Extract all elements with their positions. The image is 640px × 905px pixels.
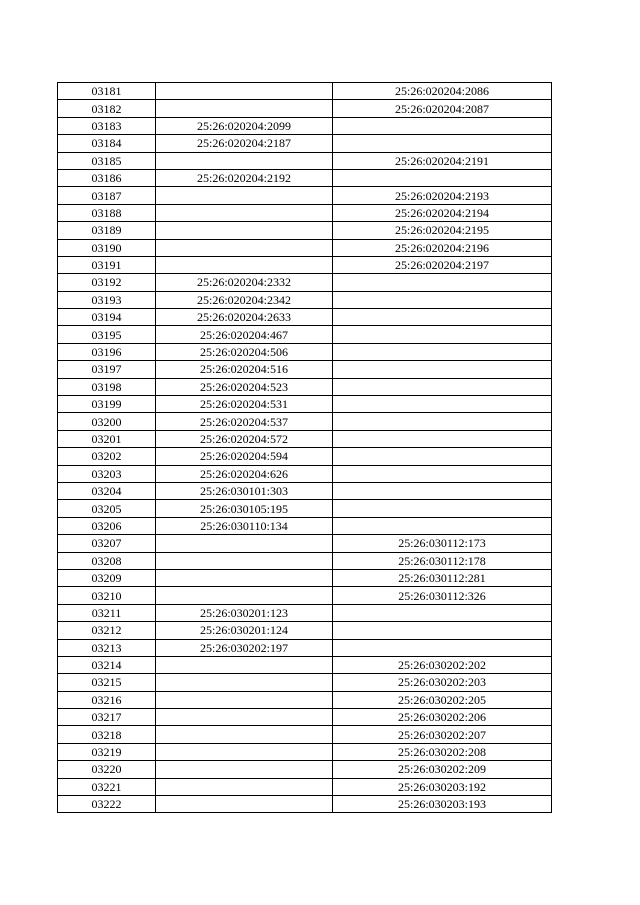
row-number-cell: 03191 [58, 256, 156, 273]
row-number-cell: 03215 [58, 674, 156, 691]
table-row [58, 378, 552, 395]
cadastral-table [57, 82, 552, 813]
table-row [58, 100, 552, 117]
table-row [58, 726, 552, 743]
cadastral-number-cell-a: 25:26:020204:2342 [156, 291, 333, 308]
cadastral-number-cell-b: 25:26:020204:2193 [333, 187, 552, 204]
cadastral-number-cell-a [156, 187, 333, 204]
table-row [58, 291, 552, 308]
row-number-cell: 03218 [58, 726, 156, 743]
table-row [58, 430, 552, 447]
row-number-cell: 03204 [58, 482, 156, 499]
table-row [58, 187, 552, 204]
cadastral-number-cell-a [156, 674, 333, 691]
cadastral-number-cell-a [156, 691, 333, 708]
cadastral-number-cell-a: 25:26:020204:2332 [156, 274, 333, 291]
table-row [58, 500, 552, 517]
row-number-cell: 03213 [58, 639, 156, 656]
cadastral-number-cell-b [333, 482, 552, 499]
cadastral-number-cell-b [333, 291, 552, 308]
cadastral-number-cell-a [156, 152, 333, 169]
cadastral-number-cell-b: 25:26:020204:2194 [333, 204, 552, 221]
cadastral-number-cell-a: 25:26:030202:197 [156, 639, 333, 656]
cadastral-number-cell-b: 25:26:020204:2195 [333, 222, 552, 239]
row-number-cell: 03185 [58, 152, 156, 169]
cadastral-number-cell-b: 25:26:030203:193 [333, 796, 552, 813]
row-number-cell: 03217 [58, 709, 156, 726]
table-row [58, 326, 552, 343]
table-row [58, 743, 552, 760]
cadastral-number-cell-b: 25:26:030202:208 [333, 743, 552, 760]
row-number-cell: 03195 [58, 326, 156, 343]
row-number-cell: 03203 [58, 465, 156, 482]
cadastral-number-cell-b: 25:26:030202:207 [333, 726, 552, 743]
cadastral-number-cell-a [156, 204, 333, 221]
cadastral-number-cell-b: 25:26:030203:192 [333, 778, 552, 795]
cadastral-number-cell-b [333, 361, 552, 378]
cadastral-number-cell-a: 25:26:030201:124 [156, 622, 333, 639]
row-number-cell: 03216 [58, 691, 156, 708]
row-number-cell: 03202 [58, 448, 156, 465]
cadastral-number-cell-a [156, 552, 333, 569]
cadastral-number-cell-a: 25:26:020204:516 [156, 361, 333, 378]
table-row [58, 413, 552, 430]
table-row [58, 569, 552, 586]
cadastral-number-cell-a [156, 726, 333, 743]
cadastral-number-cell-a: 25:26:020204:2099 [156, 117, 333, 134]
row-number-cell: 03206 [58, 517, 156, 534]
cadastral-number-cell-a: 25:26:020204:531 [156, 396, 333, 413]
table-row [58, 448, 552, 465]
cadastral-number-cell-b [333, 274, 552, 291]
cadastral-number-cell-a: 25:26:020204:467 [156, 326, 333, 343]
table-row [58, 396, 552, 413]
table-row [58, 622, 552, 639]
cadastral-number-cell-a: 25:26:020204:537 [156, 413, 333, 430]
cadastral-number-cell-a [156, 656, 333, 673]
row-number-cell: 03207 [58, 535, 156, 552]
table-row [58, 552, 552, 569]
cadastral-number-cell-a [156, 535, 333, 552]
table-row [58, 169, 552, 186]
cadastral-number-cell-b [333, 430, 552, 447]
cadastral-number-cell-a: 25:26:020204:2187 [156, 135, 333, 152]
table-row [58, 204, 552, 221]
cadastral-number-cell-a [156, 761, 333, 778]
cadastral-number-cell-b: 25:26:030202:202 [333, 656, 552, 673]
cadastral-number-cell-a [156, 222, 333, 239]
cadastral-number-cell-b: 25:26:020204:2196 [333, 239, 552, 256]
cadastral-number-cell-b [333, 517, 552, 534]
row-number-cell: 03186 [58, 169, 156, 186]
cadastral-number-cell-b: 25:26:030202:205 [333, 691, 552, 708]
cadastral-number-cell-b: 25:26:020204:2087 [333, 100, 552, 117]
cadastral-number-cell-b [333, 326, 552, 343]
row-number-cell: 03192 [58, 274, 156, 291]
cadastral-number-cell-a: 25:26:020204:2192 [156, 169, 333, 186]
table-row [58, 517, 552, 534]
row-number-cell: 03205 [58, 500, 156, 517]
cadastral-number-cell-a [156, 709, 333, 726]
cadastral-number-cell-b [333, 604, 552, 621]
row-number-cell: 03183 [58, 117, 156, 134]
row-number-cell: 03197 [58, 361, 156, 378]
cadastral-number-cell-b [333, 396, 552, 413]
cadastral-number-cell-b [333, 378, 552, 395]
table-row [58, 656, 552, 673]
row-number-cell: 03196 [58, 343, 156, 360]
cadastral-number-cell-a: 25:26:020204:594 [156, 448, 333, 465]
row-number-cell: 03201 [58, 430, 156, 447]
table-row [58, 796, 552, 813]
row-number-cell: 03208 [58, 552, 156, 569]
table-row [58, 135, 552, 152]
row-number-cell: 03222 [58, 796, 156, 813]
table-row [58, 778, 552, 795]
cadastral-number-cell-b [333, 169, 552, 186]
row-number-cell: 03188 [58, 204, 156, 221]
cadastral-number-cell-b [333, 343, 552, 360]
row-number-cell: 03210 [58, 587, 156, 604]
row-number-cell: 03214 [58, 656, 156, 673]
cadastral-number-cell-b: 25:26:020204:2197 [333, 256, 552, 273]
table-row [58, 639, 552, 656]
cadastral-number-cell-a [156, 569, 333, 586]
row-number-cell: 03221 [58, 778, 156, 795]
table-row [58, 674, 552, 691]
cadastral-number-cell-b: 25:26:030202:203 [333, 674, 552, 691]
cadastral-number-cell-a: 25:26:020204:506 [156, 343, 333, 360]
cadastral-number-cell-b: 25:26:020204:2191 [333, 152, 552, 169]
cadastral-number-cell-b [333, 622, 552, 639]
row-number-cell: 03212 [58, 622, 156, 639]
table-row [58, 761, 552, 778]
row-number-cell: 03190 [58, 239, 156, 256]
row-number-cell: 03219 [58, 743, 156, 760]
row-number-cell: 03209 [58, 569, 156, 586]
table-row [58, 587, 552, 604]
table-row [58, 274, 552, 291]
table-row [58, 222, 552, 239]
cadastral-number-cell-a: 25:26:020204:572 [156, 430, 333, 447]
table-row [58, 465, 552, 482]
table-row [58, 83, 552, 100]
row-number-cell: 03187 [58, 187, 156, 204]
row-number-cell: 03198 [58, 378, 156, 395]
cadastral-number-cell-a [156, 778, 333, 795]
row-number-cell: 03211 [58, 604, 156, 621]
table-row [58, 239, 552, 256]
cadastral-number-cell-b: 25:26:030112:281 [333, 569, 552, 586]
cadastral-number-cell-a: 25:26:020204:626 [156, 465, 333, 482]
cadastral-number-cell-b [333, 639, 552, 656]
cadastral-number-cell-b: 25:26:030112:178 [333, 552, 552, 569]
row-number-cell: 03220 [58, 761, 156, 778]
cadastral-number-cell-a [156, 256, 333, 273]
table-body [58, 83, 552, 813]
row-number-cell: 03184 [58, 135, 156, 152]
table-row [58, 256, 552, 273]
cadastral-number-cell-a: 25:26:030101:303 [156, 482, 333, 499]
cadastral-number-cell-b [333, 500, 552, 517]
cadastral-number-cell-a [156, 239, 333, 256]
cadastral-number-cell-a [156, 100, 333, 117]
cadastral-number-cell-a [156, 743, 333, 760]
cadastral-number-cell-b [333, 117, 552, 134]
row-number-cell: 03189 [58, 222, 156, 239]
cadastral-number-cell-b: 25:26:030202:206 [333, 709, 552, 726]
table-row [58, 604, 552, 621]
cadastral-number-cell-a: 25:26:030110:134 [156, 517, 333, 534]
table-row [58, 709, 552, 726]
table-row [58, 343, 552, 360]
table-row [58, 535, 552, 552]
row-number-cell: 03200 [58, 413, 156, 430]
row-number-cell: 03194 [58, 309, 156, 326]
table-row [58, 691, 552, 708]
cadastral-number-cell-a [156, 83, 333, 100]
cadastral-number-cell-b [333, 309, 552, 326]
table-row [58, 117, 552, 134]
row-number-cell: 03182 [58, 100, 156, 117]
cadastral-number-cell-a [156, 796, 333, 813]
cadastral-number-cell-b: 25:26:030112:173 [333, 535, 552, 552]
cadastral-number-cell-b [333, 135, 552, 152]
cadastral-number-cell-a [156, 587, 333, 604]
cadastral-number-cell-b [333, 465, 552, 482]
row-number-cell: 03199 [58, 396, 156, 413]
cadastral-number-cell-a: 25:26:030105:195 [156, 500, 333, 517]
cadastral-number-cell-b: 25:26:030202:209 [333, 761, 552, 778]
cadastral-number-cell-a: 25:26:020204:2633 [156, 309, 333, 326]
cadastral-number-cell-b [333, 413, 552, 430]
row-number-cell: 03181 [58, 83, 156, 100]
table-row [58, 152, 552, 169]
cadastral-number-cell-b: 25:26:030112:326 [333, 587, 552, 604]
table-row [58, 309, 552, 326]
table-row [58, 361, 552, 378]
cadastral-number-cell-b: 25:26:020204:2086 [333, 83, 552, 100]
row-number-cell: 03193 [58, 291, 156, 308]
table-row [58, 482, 552, 499]
cadastral-number-cell-a: 25:26:030201:123 [156, 604, 333, 621]
cadastral-number-cell-a: 25:26:020204:523 [156, 378, 333, 395]
cadastral-number-cell-b [333, 448, 552, 465]
